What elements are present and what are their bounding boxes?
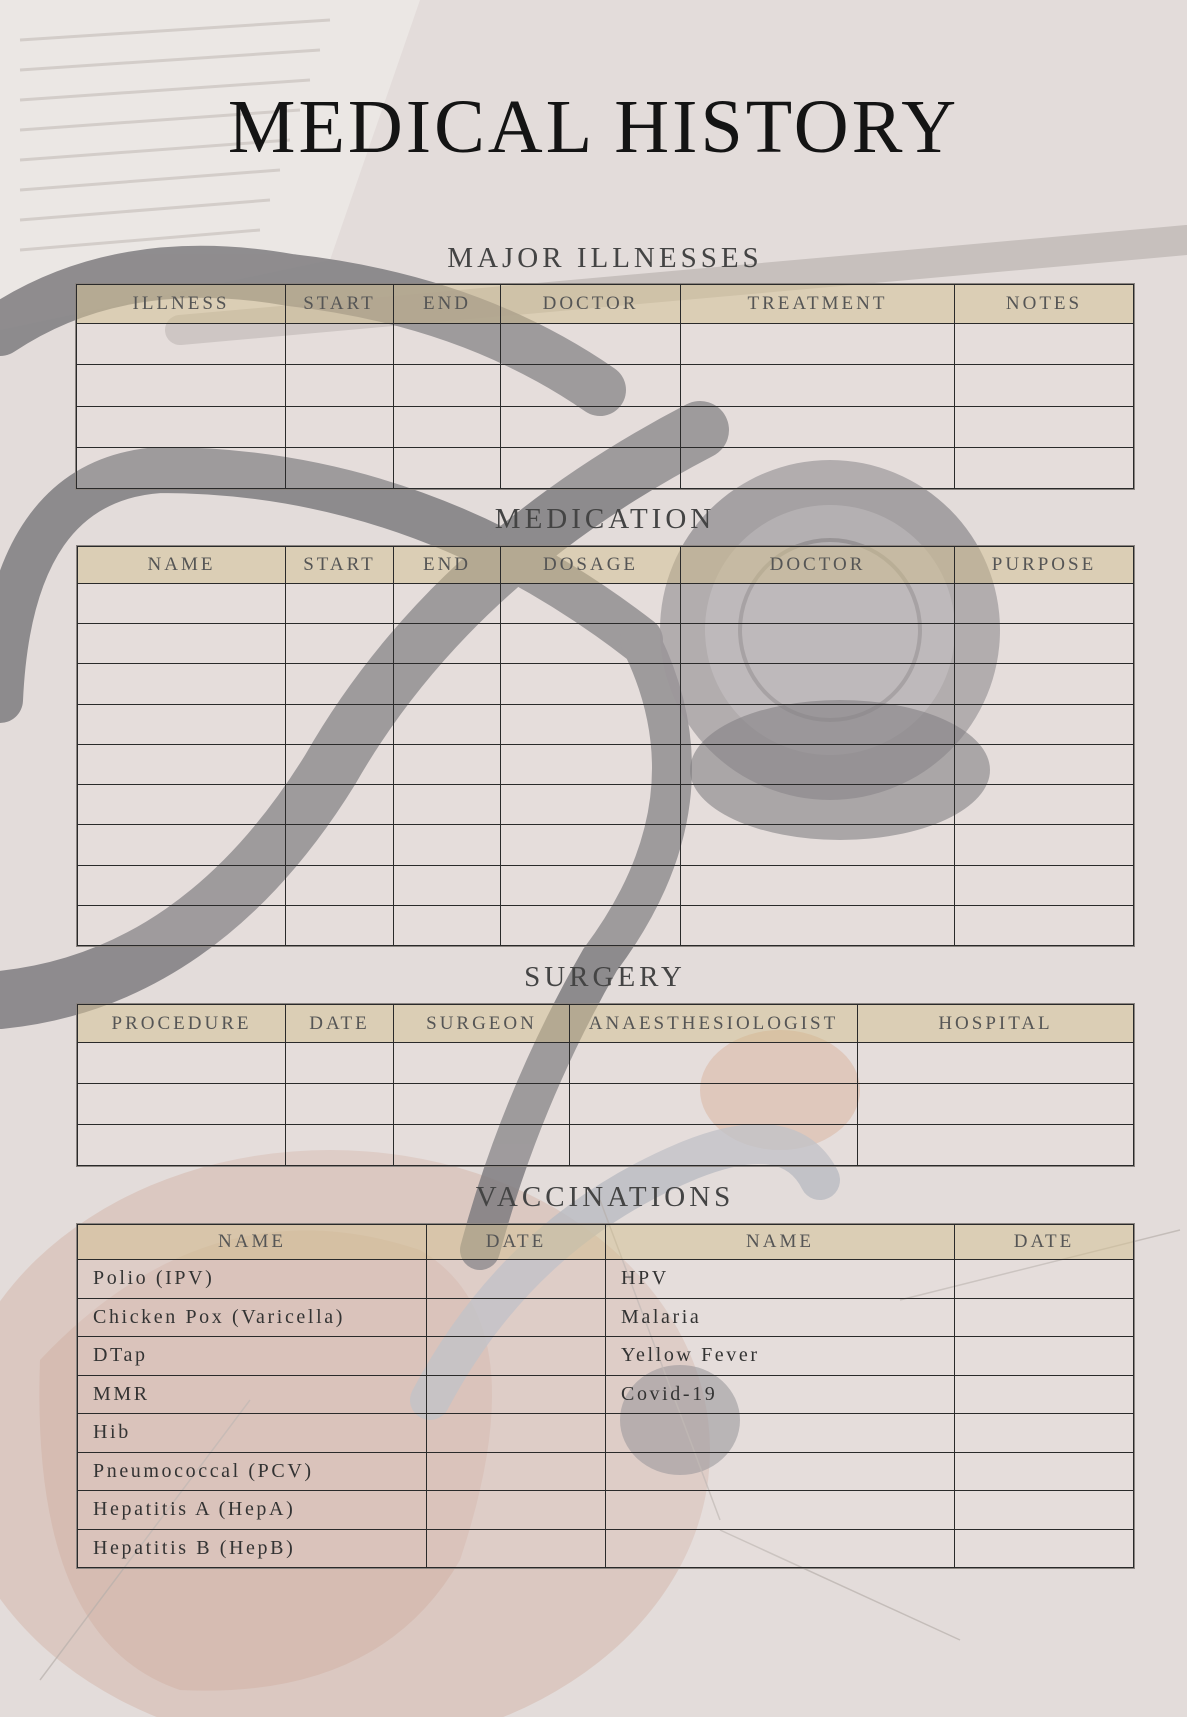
entry-cell[interactable] <box>501 785 681 825</box>
entry-cell[interactable] <box>286 365 394 406</box>
column-header-date: DATE <box>286 1005 394 1043</box>
entry-cell[interactable] <box>394 1043 570 1084</box>
vaccine-date-cell[interactable] <box>427 1298 606 1337</box>
entry-cell[interactable] <box>955 664 1134 704</box>
page-title: MEDICAL HISTORY <box>227 85 960 169</box>
entry-cell[interactable] <box>681 406 955 447</box>
entry-cell[interactable] <box>286 785 394 825</box>
illnesses-table <box>76 284 1134 489</box>
entry-cell[interactable] <box>286 744 394 784</box>
column-header-end: END <box>394 547 501 584</box>
entry-cell[interactable] <box>501 704 681 744</box>
entry-cell[interactable] <box>286 704 394 744</box>
entry-cell[interactable] <box>286 865 394 905</box>
column-header-illness: ILLNESS <box>77 285 286 324</box>
entry-cell[interactable] <box>955 624 1134 664</box>
column-header-anaesthesiologist: ANAESTHESIOLOGIST <box>570 1005 858 1043</box>
entry-cell[interactable] <box>78 865 286 905</box>
entry-cell[interactable] <box>858 1084 1134 1125</box>
entry-cell[interactable] <box>501 905 681 945</box>
table-row <box>78 825 1134 865</box>
vaccine-date-cell[interactable] <box>427 1452 606 1491</box>
entry-cell[interactable] <box>501 584 681 624</box>
vaccine-name: Hib <box>78 1414 427 1453</box>
vaccine-name: Chicken Pox (Varicella) <box>78 1298 427 1337</box>
entry-cell[interactable] <box>394 584 501 624</box>
vaccine-name: Hepatitis B (HepB) <box>78 1529 427 1568</box>
table-row <box>78 704 1134 744</box>
entry-cell[interactable] <box>77 447 286 488</box>
vaccine-date-cell[interactable] <box>955 1491 1134 1530</box>
entry-cell[interactable] <box>77 406 286 447</box>
entry-cell[interactable] <box>394 744 501 784</box>
entry-cell[interactable] <box>394 365 501 406</box>
entry-cell[interactable] <box>955 447 1134 488</box>
entry-cell[interactable] <box>681 825 955 865</box>
vaccinations-table <box>77 1224 1134 1568</box>
entry-cell[interactable] <box>78 1084 286 1125</box>
entry-cell[interactable] <box>681 365 955 406</box>
vaccine-name: Pneumococcal (PCV) <box>78 1452 427 1491</box>
entry-cell[interactable] <box>286 624 394 664</box>
column-header-date: DATE <box>955 1225 1134 1260</box>
entry-cell[interactable] <box>570 1125 858 1166</box>
entry-cell[interactable] <box>501 664 681 704</box>
entry-cell[interactable] <box>78 704 286 744</box>
entry-cell[interactable] <box>78 825 286 865</box>
vaccine-name <box>606 1491 955 1530</box>
table-row <box>78 1337 1134 1376</box>
table-row <box>78 865 1134 905</box>
column-header-name: NAME <box>606 1225 955 1260</box>
entry-cell[interactable] <box>78 1125 286 1166</box>
column-header-dosage: DOSAGE <box>501 547 681 584</box>
entry-cell[interactable] <box>286 447 394 488</box>
entry-cell[interactable] <box>394 447 501 488</box>
entry-cell[interactable] <box>955 825 1134 865</box>
medication-title: MEDICATION <box>494 503 716 535</box>
vaccinations-title: VACCINATIONS <box>475 1181 735 1213</box>
entry-cell[interactable] <box>501 324 681 365</box>
column-header-surgeon: SURGEON <box>394 1005 570 1043</box>
entry-cell[interactable] <box>681 865 955 905</box>
entry-cell[interactable] <box>681 744 955 784</box>
entry-cell[interactable] <box>286 664 394 704</box>
vaccine-date-cell[interactable] <box>427 1491 606 1530</box>
column-header-name: NAME <box>78 547 286 584</box>
entry-cell[interactable] <box>286 406 394 447</box>
entry-cell[interactable] <box>501 825 681 865</box>
entry-cell[interactable] <box>681 324 955 365</box>
entry-cell[interactable] <box>394 785 501 825</box>
table-row <box>78 1529 1134 1568</box>
column-header-start: START <box>286 285 394 324</box>
column-header-purpose: PURPOSE <box>955 547 1134 584</box>
table-row <box>77 406 1134 447</box>
surgery-table <box>77 1004 1134 1166</box>
vaccine-name: Malaria <box>606 1298 955 1337</box>
entry-cell[interactable] <box>394 1125 570 1166</box>
vaccine-name: Yellow Fever <box>606 1337 955 1376</box>
entry-cell[interactable] <box>394 704 501 744</box>
entry-cell[interactable] <box>570 1084 858 1125</box>
table-row <box>77 324 1134 365</box>
entry-cell[interactable] <box>286 905 394 945</box>
column-header-start: START <box>286 547 394 584</box>
entry-cell[interactable] <box>78 905 286 945</box>
entry-cell[interactable] <box>501 365 681 406</box>
entry-cell[interactable] <box>286 1125 394 1166</box>
vaccine-date-cell[interactable] <box>955 1260 1134 1299</box>
vaccine-name: Polio (IPV) <box>78 1260 427 1299</box>
entry-cell[interactable] <box>570 1043 858 1084</box>
entry-cell[interactable] <box>955 584 1134 624</box>
entry-cell[interactable] <box>501 406 681 447</box>
entry-cell[interactable] <box>77 324 286 365</box>
vaccine-date-cell[interactable] <box>427 1260 606 1299</box>
entry-cell[interactable] <box>286 1084 394 1125</box>
vaccine-date-cell[interactable] <box>427 1375 606 1414</box>
table-row <box>78 1298 1134 1337</box>
table-row <box>78 785 1134 825</box>
entry-cell[interactable] <box>394 324 501 365</box>
vaccine-date-cell[interactable] <box>955 1337 1134 1376</box>
column-header-notes: NOTES <box>955 285 1134 324</box>
column-header-treatment: TREATMENT <box>681 285 955 324</box>
vaccine-name: Hepatitis A (HepA) <box>78 1491 427 1530</box>
entry-cell[interactable] <box>78 624 286 664</box>
entry-cell[interactable] <box>286 825 394 865</box>
column-header-procedure: PROCEDURE <box>78 1005 286 1043</box>
vaccine-name <box>606 1452 955 1491</box>
entry-cell[interactable] <box>681 447 955 488</box>
entry-cell[interactable] <box>78 584 286 624</box>
vaccine-date-cell[interactable] <box>955 1414 1134 1453</box>
table-row <box>78 1043 1134 1084</box>
entry-cell[interactable] <box>77 365 286 406</box>
entry-cell[interactable] <box>681 785 955 825</box>
table-row <box>78 584 1134 624</box>
entry-cell[interactable] <box>394 664 501 704</box>
table-row <box>77 447 1134 488</box>
table-row <box>78 1375 1134 1414</box>
medication-table <box>77 546 1134 946</box>
entry-cell[interactable] <box>955 704 1134 744</box>
vaccine-date-cell[interactable] <box>955 1375 1134 1414</box>
column-header-name: NAME <box>78 1225 427 1260</box>
entry-cell[interactable] <box>394 406 501 447</box>
vaccine-name <box>606 1529 955 1568</box>
table-row <box>77 365 1134 406</box>
vaccine-date-cell[interactable] <box>955 1298 1134 1337</box>
vaccine-name: DTap <box>78 1337 427 1376</box>
column-header-doctor: DOCTOR <box>501 285 681 324</box>
column-header-hospital: HOSPITAL <box>858 1005 1134 1043</box>
entry-cell[interactable] <box>681 905 955 945</box>
entry-cell[interactable] <box>394 1084 570 1125</box>
entry-cell[interactable] <box>681 664 955 704</box>
entry-cell[interactable] <box>858 1043 1134 1084</box>
vaccine-name <box>606 1414 955 1453</box>
entry-cell[interactable] <box>286 324 394 365</box>
entry-cell[interactable] <box>955 785 1134 825</box>
table-row <box>78 1452 1134 1491</box>
entry-cell[interactable] <box>286 1043 394 1084</box>
vaccine-date-cell[interactable] <box>955 1452 1134 1491</box>
table-row <box>78 905 1134 945</box>
illnesses-title: MAJOR ILLNESSES <box>447 242 763 274</box>
entry-cell[interactable] <box>955 744 1134 784</box>
entry-cell[interactable] <box>78 1043 286 1084</box>
table-row <box>78 1125 1134 1166</box>
vaccine-date-cell[interactable] <box>427 1529 606 1568</box>
entry-cell[interactable] <box>501 447 681 488</box>
entry-cell[interactable] <box>501 744 681 784</box>
table-row <box>78 1491 1134 1530</box>
table-row <box>78 624 1134 664</box>
table-row <box>78 1260 1134 1299</box>
table-row <box>78 1414 1134 1453</box>
table-row <box>78 664 1134 704</box>
entry-cell[interactable] <box>394 825 501 865</box>
column-header-end: END <box>394 285 501 324</box>
vaccine-name: HPV <box>606 1260 955 1299</box>
entry-cell[interactable] <box>681 704 955 744</box>
entry-cell[interactable] <box>394 624 501 664</box>
entry-cell[interactable] <box>394 905 501 945</box>
entry-cell[interactable] <box>955 365 1134 406</box>
surgery-title: SURGERY <box>524 961 686 993</box>
entry-cell[interactable] <box>501 865 681 905</box>
table-row <box>78 744 1134 784</box>
column-header-doctor: DOCTOR <box>681 547 955 584</box>
vaccine-name: MMR <box>78 1375 427 1414</box>
column-header-date: DATE <box>427 1225 606 1260</box>
entry-cell[interactable] <box>501 624 681 664</box>
entry-cell[interactable] <box>394 865 501 905</box>
vaccine-name: Covid-19 <box>606 1375 955 1414</box>
vaccine-date-cell[interactable] <box>427 1337 606 1376</box>
entry-cell[interactable] <box>286 584 394 624</box>
entry-cell[interactable] <box>78 744 286 784</box>
table-row <box>78 1084 1134 1125</box>
entry-cell[interactable] <box>955 324 1134 365</box>
entry-cell[interactable] <box>955 905 1134 945</box>
vaccine-date-cell[interactable] <box>427 1414 606 1453</box>
vaccine-date-cell[interactable] <box>955 1529 1134 1568</box>
entry-cell[interactable] <box>955 406 1134 447</box>
entry-cell[interactable] <box>78 785 286 825</box>
entry-cell[interactable] <box>858 1125 1134 1166</box>
entry-cell[interactable] <box>681 624 955 664</box>
entry-cell[interactable] <box>78 664 286 704</box>
entry-cell[interactable] <box>681 584 955 624</box>
entry-cell[interactable] <box>955 865 1134 905</box>
